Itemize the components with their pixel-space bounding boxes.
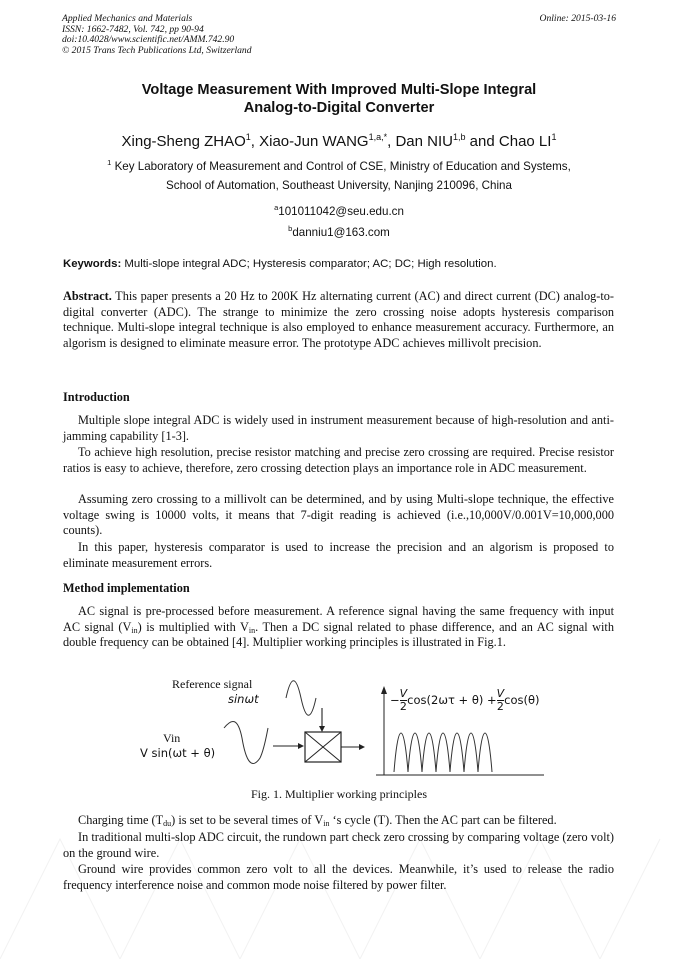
- journal-header: [62, 14, 616, 56]
- copyright: © 2015 Trans Tech Publications Ltd, Switzerland: [62, 44, 252, 56]
- reference-formula: sinωt: [228, 692, 259, 706]
- journal-name: Applied Mechanics and Materials: [62, 13, 193, 24]
- email-a-sup: a: [274, 203, 279, 212]
- intro-paragraph-2: To achieve high resolution, precise resistor matching and precise zero crossing are required. Precise resistor ratios is easy to achieve, therefore, zero crossing detection plays an importance role in ADC measurement.: [63, 445, 614, 475]
- minus-sign: −: [390, 693, 400, 707]
- email-a: [30, 201, 648, 219]
- reference-signal-label: Reference signal: [172, 677, 253, 691]
- method-text: AC signal is pre-processed before measurement. A reference signal having the same frequency with input AC signal (V: [63, 604, 614, 634]
- output-double-frequency-wave: [394, 733, 492, 772]
- title-line-2: Analog-to-Digital Converter: [243, 100, 435, 116]
- author-sup: 1,a,*: [368, 132, 388, 142]
- email-b-sup: b: [288, 224, 293, 233]
- input-sine-wave: [224, 721, 268, 763]
- body-text: ) is set to be several times of V: [171, 813, 324, 827]
- fraction-numerator: V: [399, 687, 408, 700]
- affiliation-text-1: Key Laboratory of Measurement and Control of CSE, Ministry of Education and Systems,: [111, 160, 571, 173]
- output-formula: [390, 688, 540, 713]
- fraction-denominator: 2: [399, 700, 407, 713]
- reference-sine-wave: [286, 681, 316, 716]
- email-b-text: danniu1@163.com: [292, 226, 390, 239]
- issn: ISSN: 1662-7482, Vol. 742, pp 90-94: [62, 23, 204, 35]
- abstract: [63, 289, 614, 351]
- paper-title: [60, 81, 618, 117]
- author-sep: ,: [250, 133, 260, 150]
- affiliation-sup: 1: [107, 158, 112, 167]
- affiliation-line-2: School of Automation, Southeast University, Nanjing 210096, China: [166, 179, 512, 192]
- subscript: in: [131, 625, 138, 635]
- keywords-label: Keywords:: [63, 258, 122, 270]
- vin-label: Vin: [163, 731, 181, 745]
- body-paragraph-rundown: In traditional multi-slop ADC circuit, the rundown part check zero crossing by comparing voltage (zero volt) on the ground wire.: [63, 830, 614, 860]
- intro-paragraph-3: Assuming zero crossing to a millivolt can be determined, and by using Multi-slope technique, the effective voltage swing is 10000 volts, it means that 7-digit reading is achieved (i.e.,10,000V/0.001V=10,000,000 counts).: [63, 492, 614, 537]
- abstract-text: This paper presents a 20 Hz to 200K Hz alternating current (AC) and direct current (DC) analog-to-digital converter (ADC). The strange to minimize the zero crossing noise adopts hysteresis comparison technique. Multi-slope integral technique is also employed to enhance measurement accuracy. Furthermore, an algorism is designed to eliminate measure error. The prototype ADC achieves millivolt precision.: [63, 289, 614, 350]
- author-sup: 1: [245, 132, 251, 142]
- author-list: [40, 128, 638, 151]
- author-sep: and: [465, 133, 499, 150]
- keywords: [63, 257, 618, 271]
- section-heading-method: Method implementation: [63, 581, 190, 595]
- cos-term-2: cos(θ): [504, 693, 540, 707]
- title-line-1: Voltage Measurement With Improved Multi-Slope Integral: [141, 82, 537, 98]
- email-a-text: 101011042@seu.edu.cn: [278, 205, 404, 218]
- subscript: in: [323, 819, 330, 828]
- keywords-text: Multi-slope integral ADC; Hysteresis comparator; AC; DC; High resolution.: [121, 258, 497, 270]
- fraction-denominator: 2: [496, 700, 504, 713]
- output-arrowhead: [359, 744, 365, 750]
- author-name: Xing-Sheng ZHAO: [121, 133, 246, 150]
- method-text: ) is multiplied with V: [137, 619, 249, 634]
- body-text: Charging time (T: [78, 813, 164, 827]
- author-name: Dan NIU: [395, 133, 453, 150]
- fraction-numerator: V: [496, 687, 505, 700]
- figure-1: [136, 670, 556, 795]
- figure-caption: Fig. 1. Multiplier working principles: [251, 787, 427, 801]
- reference-arrowhead: [319, 726, 325, 732]
- doi: doi:10.4028/www.scientific.net/AMM.742.90: [62, 34, 235, 46]
- cos-term-1: cos(2ωτ + θ) +: [407, 693, 497, 707]
- section-heading-introduction: Introduction: [63, 390, 130, 404]
- vin-formula: V sin(ωt + θ): [140, 746, 216, 760]
- subscript: du: [163, 819, 172, 828]
- author-name: Chao LI: [498, 133, 552, 150]
- online-date: Online: 2015-03-16: [539, 13, 616, 24]
- y-axis-arrowhead: [381, 686, 387, 694]
- input-arrowhead: [298, 743, 304, 749]
- method-text: . Then a DC signal related to phase difference, and an AC signal with double frequency can be obtained [4]. Multiplier working principles is illustrated in Fig.1.: [63, 619, 614, 649]
- intro-paragraph-1: Multiple slope integral ADC is widely used in instrument measurement because of high-resolution and anti-jamming capability [1-3].: [63, 413, 614, 443]
- email-b: [30, 222, 648, 240]
- affiliation-line-1: [30, 156, 648, 174]
- body-paragraph-ground: Ground wire provides common zero volt to all the devices. Meanwhile, it’s used to release the radio frequency interference noise and common mode noise filtered by power filter.: [63, 862, 614, 892]
- abstract-label: Abstract.: [63, 289, 112, 303]
- intro-paragraph-4: In this paper, hysteresis comparator is used to increase the precision and an algorism is proposed to eliminate measurement errors.: [63, 540, 614, 570]
- author-sup: 1,b: [453, 132, 466, 142]
- background-watermark: [0, 819, 678, 959]
- author-sup: 1: [551, 132, 557, 142]
- subscript: in: [248, 625, 256, 635]
- body-text: ‘s cycle (T). Then the AC part can be filtered.: [329, 813, 557, 827]
- author-sep: ,: [387, 133, 396, 150]
- method-paragraph-1: [63, 604, 614, 651]
- author-name: Xiao-Jun WANG: [259, 133, 369, 150]
